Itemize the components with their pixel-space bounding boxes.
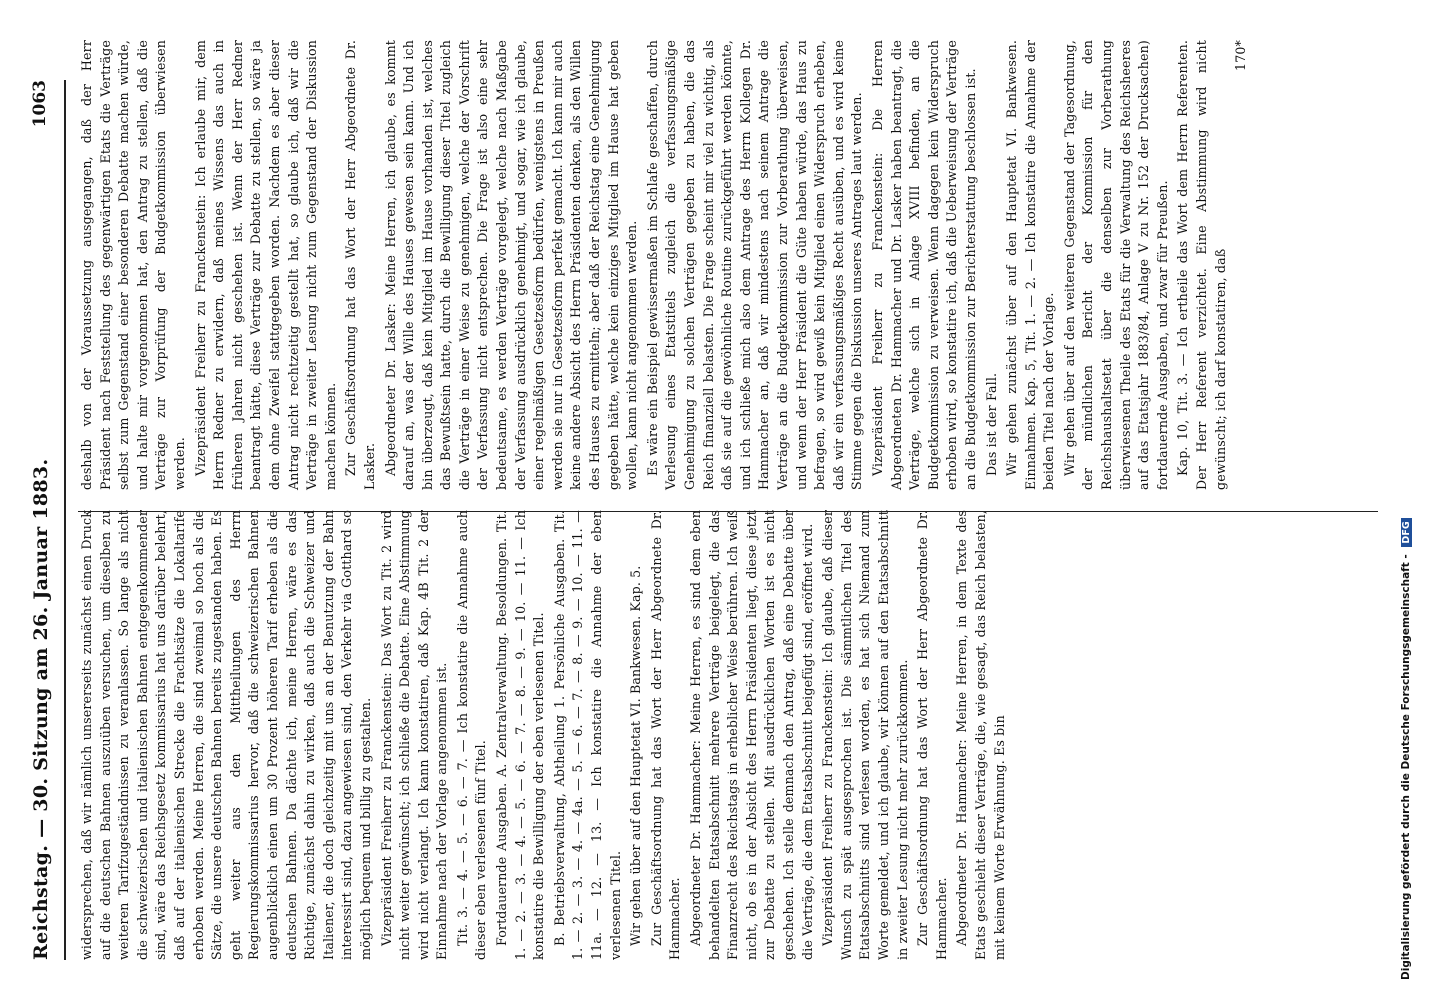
paragraph: Vizepräsident Freiherr zu Franckenstein: Das Wort zu Tit. 2 wird nicht weiter gewünscht; ich schließe die Debatte. Eine Abstimmung wird nicht verlangt. Ich kann konstatiren, daß Kap. 4B Tit. 2 der Einnahme nach der Vorlage angenommen ist. [378,510,450,960]
paragraph: Kap. 10, Tit. 3. — Ich ertheile das Wort dem Herrn Referenten. Der Herr Referent verzichtet. Eine Abstimmung wird nicht gewünscht; ich darf konstatiren, daß [1175,40,1228,490]
left-column [78,510,1011,960]
paragraph: deshalb von der Voraussetzung ausgegangen, daß der Herr Präsident nach Feststellung des gegenwärtigen Etats die Verträge selbst zum Gegenstand einer besonderen Debatte machen würde, und halte mir vorgenommen hat, den Antrag zu stellen, daß die Verträge zur Vorprüfung der Budgetkommission überwiesen werden. [79,40,187,490]
paragraph: Wir gehen über auf den weiteren Gegenstand der Tagesordnung, der mündlichen Bericht der Kommission für den Reichshaushaltsetat über die denselben zur Vorberathung überwiesenen Theile des Etats für die Verwaltung des Reichsheeres auf das Etatsjahr 1883/84, Anlage V zu Nr. 152 der Drucksachen) fortdauernde Ausgaben, und zwar für Preußen. [1061,40,1170,490]
dfg-logo: DFG [1401,518,1412,546]
paragraph: Vizepräsident Freiherr zu Franckenstein: Ich erlaube mir, dem Herrn Redner zu erwidern, daß meines Wissens das auch in früheren Jahren nicht geschehen ist. Wenn der Herr Redner beantragt hätte, diese Verträge zur Debatte zu stellen, so wäre ja dem ohne Zweifel stattgegeben worden. Nachdem es aber dieser Antrag nicht rechtzeitig gestellt hat, so glaube ich, daß wir die Verträge in zweiter Lesung nicht zum Gegenstand der Diskussion machen können. [192,40,338,490]
paragraph: Das ist der Fall. [983,372,999,476]
paragraph: Fortdauernde Ausgaben. A. Zentralverwaltung. Besoldungen. Tit. 1. — 2. — 3. — 4. — 5. — 6. — 7. — 8. — 9. — 10. — 11. — Ich konstatire die Bewilligung der eben verlesenen Titel. [494,510,547,960]
paragraph: B. Betriebsverwaltung, Abtheilung 1. Persönliche Ausgaben. Tit. 1. — 2. — 3. — 4. — 4a. — 5. — 6. — 7. — 8. — 9. — 10. — 11. — 11a. — 12. — 13. — Ich konstatire die Annahme der eben verlesenen Titel. [551,510,623,960]
paragraph: Vizepräsident Freiherr zu Franckenstein: Ich glaube, daß dieser Wunsch zu spät ausgesprochen ist. Die sämmtlichen Titel des Etatsabschnitts sind verlesen worden, es hat sich Niemand zum Worte gemeldet, und ich glaube, wir können auf den Etatsabschnitt in zweiter Lesung nicht mehr zurückkommen. [820,510,910,960]
page-number: 1063 [30,80,50,128]
signature-marker: 170* [1233,40,1249,71]
paragraph: Zur Geschäftsordnung hat das Wort der Herr Abgeordnete Dr. Hammacher. [648,510,683,960]
header-title: Reichstag. — 30. Sitzung am 26. Januar 1883. [30,458,52,960]
page-header [30,80,60,960]
credit-text: Digitalisierung gefördert durch die Deutsche Forschungsgemeinschaft - [1400,554,1412,980]
column-divider [78,511,1378,512]
paragraph: Abgeordneter Dr. Hammacher: Meine Herren, in dem Texte des Etats geschieht dieser Verträge, die, wie gesagt, das Reich belasten, mit keinem Worte Erwähnung. Es bin [954,510,1007,960]
paragraph: Zur Geschäftsordnung hat das Wort der Herr Abgeordnete Dr. Lasker. [343,40,377,490]
paragraph: Wir gehen über auf den Hauptetat VI. Bankwesen. Kap. 5. [628,565,644,946]
paragraph: Zur Geschäftsordnung hat das Wort der Herr Abgeordnete Dr. Hammacher. [915,510,949,960]
header-rule [64,80,66,960]
digitization-credit [1400,20,1420,980]
paragraph: Tit. 3. — 4. — 5. — 6. — 7. — Ich konstatire die Annahme auch dieser eben verlesenen fünf Titel. [454,510,489,960]
paragraph: Abgeordneter Dr. Hammacher: Meine Herren, es sind dem eben behandelten Etatsabschnitt mehrere Verträge beigelegt, die das Finanzrecht des Reichstags in erheblicher Weise berühren. Ich weiß nicht, ob es in der Absicht des Herrn Präsidenten liegt, diese jetzt zur Debatte zu stellen. Mit ausdrücklichen Worten ist es nicht geschehen. Ich stelle demnach den Antrag, daß eine Debatte über die Verträge, die dem Etatsabschnitt beigefügt sind, eröffnet wird. [688,510,815,960]
paragraph: Wir gehen zunächst über auf den Hauptetat VI. Bankwesen. Einnahmen. Kap. 5, Tit. 1. — 2. — Ich konstatire die Annahme der beiden Titel nach der Vorlage. [1004,40,1057,490]
credit-text-line [1400,20,1420,980]
paragraph: Es wäre ein Beispiel gewissermaßen im Schlafe geschaffen, durch Verlesung eines Etatstitels zugleich die verfassungsmäßige Genehmigung zu solchen Verträgen gegeben zu haben, die das Reich finanziell belasten. Die Frage scheint mir viel zu wichtig, als daß sie auf die gewöhnliche Routine zurückgeführt werden könnte, und ich schließe mich also dem Antrage des Herrn Kollegen Dr. Hammacher an, daß wir mindestens nach seinem Antrage die Verträge an die Budgetkommission zur Vorberathung überweisen, und wenn der Herr Präsident die Güte haben würde, das Haus zu befragen, so wird gewiß kein Mitglied einen Widerspruch erheben, daß wir ein verfassungsmäßiges Recht ausüben, und es wird keine Stimme gegen die Diskussion unseres Antrages laut werden. [644,40,865,490]
paragraph: Vizepräsident Freiherr zu Franckenstein: Die Herren Abgeordneten Dr. Hammacher und Dr. Lasker haben beantragt, die Verträge, welche sich in Anlage XVIII befinden, an die Budgetkommission zu verweisen. Wenn dagegen kein Widerspruch erhoben wird, so konstatire ich, daß die Ueberweisung der Verträge an die Budgetkommission zur Berichterstattung beschlossen ist. [869,40,978,490]
right-column [78,40,1253,490]
paragraph: widersprechen, daß wir nämlich unsererseits zunächst einen Druck auf die deutschen Bahnen auszuüben versuchen, um dieselben zu weiteren Tarifzugeständnissen zu veranlassen. So lange als nicht die schweizerischen und italienischen Bahnen entgegenkommender sind, wäre das Reichsgesetz kommissarius hat uns darüber belehrt, daß auf der italienischen Strecke die Frachtsätze die Lokaltarife erhoben werden. Meine Herren, die sind zweimal so hoch als die Sätze, die unsere deutschen Bahnen bereits zugestanden haben. Es geht weiter aus den Mittheilungen des Herrn Regierungskommissarius hervor, daß die schweizerischen Bahnen augenblicklich einen um 30 Prozent höheren Tarif erheben als die deutschen Bahnen. Da dächte ich, meine Herren, wäre es das Richtige, zunächst dahin zu wirken, daß auch die Schweizer und Italiener, die doch gleichzeitig mit uns an der Benutzung der Bahn interessirt sind, dazu angewiesen sind, den Verkehr via Gotthard so möglich bequem und billig zu gestalten. [79,510,373,960]
paragraph: Abgeordneter Dr. Lasker: Meine Herren, ich glaube, es kommt darauf an, was der Wille des Hauses gewesen sein kann. Und ich bin überzeugt, daß kein Mitglied im Hause vorhanden ist, welches das Bewußtsein hatte, durch die Bewilligung dieser Titel zugleich die Verträge in einer Weise zu genehmigen, welche der Vorschrift der Verfassung nicht entsprechen. Die Frage ist also eine sehr bedeutsame, es werden Verträge vorgelegt, welche nach Maßgabe der Verfassung ausdrücklich genehmigt, und sogar, wie ich glaube, einer regelmäßigen Gesetzesform bedürfen, wenigstens in Preußen werden sie nur in Gesetzesform perfekt gemacht. Ich kann mir auch keine andere Absicht des Herrn Präsidenten denken, als den Willen des Hauses zu ermitteln; aber daß der Reichstag eine Genehmigung gegeben hätte, welche kein einziges Mitglied im Hause hat geben wollen, kann nicht angenommen werden. [382,40,640,490]
